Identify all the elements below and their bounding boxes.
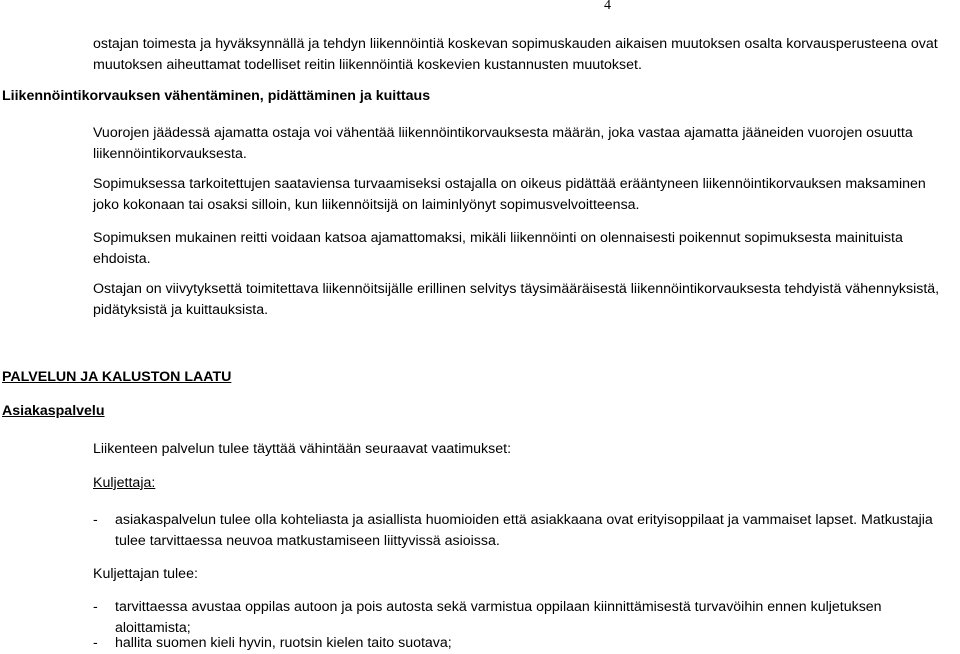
subheading-customer-service: Asiakaspalvelu — [2, 403, 105, 419]
list-dash: - — [93, 512, 98, 528]
list-item-text: hallita suomen kieli hyvin, ruotsin kielen taito suotava; — [115, 635, 452, 651]
driver-label: Kuljettaja: — [93, 475, 156, 491]
requirements-intro: Liikenteen palvelun tulee täyttää vähintään seuraavat vaatimukset: — [93, 441, 512, 457]
intro-paragraph: ostajan toimesta ja hyväksynnällä ja tehdyn liikennöintiä koskevan sopimuskauden aikaisen muutoksen osalta korvausperusteena ovat muutoksen aiheuttamat todelliset reitin liikennöintiä koskevien kustannusten muutokset. — [93, 36, 938, 73]
list-dash: - — [93, 635, 98, 651]
paragraph-reduction: Vuorojen jäädessä ajamatta ostaja voi vähentää liikennöintikorvauksesta määrän, joka vastaa ajamatta jääneiden vuorojen osuutta liikennöintikorvauksesta. — [93, 125, 913, 162]
list-item-text: tarvittaessa avustaa oppilas autoon ja pois autosta sekä varmistua oppilaan kiinnittämisestä turvavöihin ennen kuljetuksen aloittamista; — [115, 599, 882, 636]
page-number: 4 — [604, 0, 611, 13]
paragraph-withholding: Sopimuksessa tarkoitettujen saataviensa turvaamiseksi ostajalla on oikeus pidättää erääntyneen liikennöintikorvauksen maksaminen joko kokonaan tai osaksi silloin, kun liikennöitsijä on laiminlyönyt sopimusvelvoitteensa. — [93, 176, 926, 213]
paragraph-unrun-route: Sopimuksen mukainen reitti voidaan katsoa ajamattomaksi, mikäli liikennöinti on olennaisesti poikennut sopimuksesta mainituista ehdoista. — [93, 230, 903, 267]
paragraph-statement: Ostajan on viivytyksettä toimitettava liikennöitsijälle erillinen selvitys täysimääräisestä liikennöintikorvauksesta tehdyistä vähennyksistä, pidätyksistä ja kuittauksista. — [93, 281, 940, 318]
list-item-text: asiakaspalvelun tulee olla kohteliasta ja asiallista huomioiden että asiakkaana ovat erityisoppilaat ja vammaiset lapset. Matkustajia tulee tarvittaessa neuvoa matkustamiseen liittyvissä asioissa. — [115, 512, 933, 549]
section-heading-compensation: Liikennöintikorvauksen vähentäminen, pidättäminen ja kuittaus — [2, 88, 431, 104]
list-dash: - — [93, 599, 98, 615]
section-heading-quality: PALVELUN JA KALUSTON LAATU — [2, 369, 232, 385]
driver-must-label: Kuljettajan tulee: — [93, 566, 198, 582]
